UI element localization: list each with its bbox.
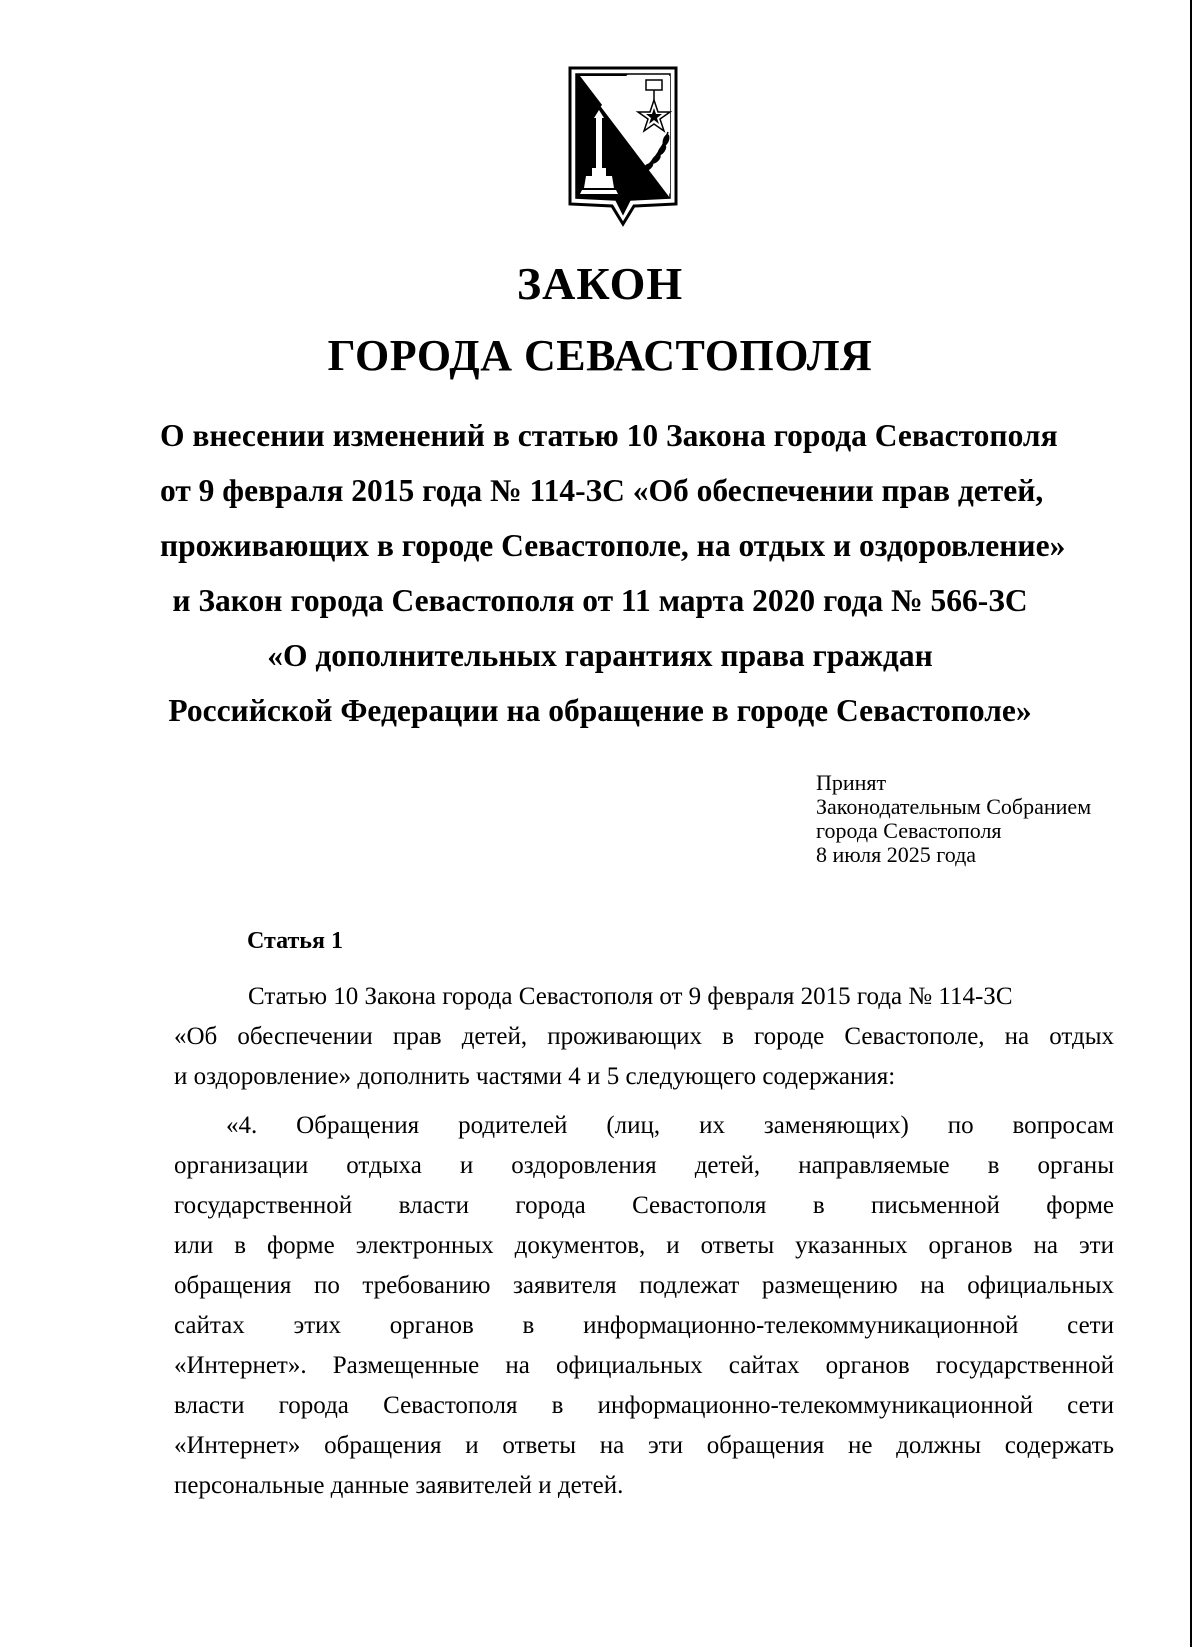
subject-line: Российской Федерации на обращение в городе Севастополе» xyxy=(168,693,1032,728)
paragraph-line: «4. Обращения родителей (лиц, их заменяющих) по вопросам xyxy=(226,1112,1114,1139)
article-paragraph-2 xyxy=(174,1106,1114,1506)
paragraph-line: персональные данные заявителей и детей. xyxy=(174,1472,624,1499)
subject-line: от 9 февраля 2015 года № 114-ЗС «Об обеспечении прав детей, xyxy=(160,473,1044,508)
subject-line: проживающих в городе Севастополе, на отдых и оздоровление» xyxy=(160,528,1066,563)
adoption-line: города Севастополя xyxy=(816,818,1002,843)
paragraph-line: власти города Севастополя в информационно-телекоммуникационной сети xyxy=(174,1392,1114,1419)
page-edge-line xyxy=(1190,0,1192,1647)
subject-line: «О дополнительных гарантиях права граждан xyxy=(267,638,933,673)
adoption-line: Законодательным Собранием xyxy=(816,794,1092,819)
sevastopol-coat-of-arms-icon xyxy=(568,66,678,234)
paragraph-line: «Интернет». Размещенные на официальных сайтах органов государственной xyxy=(174,1352,1114,1379)
paragraph-line: «Об обеспечении прав детей, проживающих в городе Севастополе, на отдых xyxy=(174,1023,1114,1050)
paragraph-line: или в форме электронных документов, и ответы указанных органов на эти xyxy=(174,1232,1114,1259)
article-heading: Статья 1 xyxy=(247,928,343,954)
subject-line: и Закон города Севастополя от 11 марта 2020 года № 566-ЗС xyxy=(172,583,1028,618)
paragraph-line: Статью 10 Закона города Севастополя от 9 февраля 2015 года № 114-ЗС xyxy=(248,983,1013,1010)
adoption-date: 8 июля 2025 года xyxy=(816,842,977,867)
article-paragraph-1 xyxy=(174,977,1114,1097)
subject-line: О внесении изменений в статью 10 Закона города Севастополя xyxy=(160,418,1058,453)
law-subject-heading xyxy=(160,408,1066,738)
paragraph-line: «Интернет» обращения и ответы на эти обращения не должны содержать xyxy=(174,1432,1114,1459)
paragraph-line: и оздоровление» дополнить частями 4 и 5 следующего содержания: xyxy=(174,1063,896,1090)
paragraph-line: обращения по требованию заявителя подлежат размещению на официальных xyxy=(174,1272,1114,1299)
document-issuer: ГОРОДА СЕВАСТОПОЛЯ xyxy=(327,331,873,380)
paragraph-line: государственной власти города Севастополя в письменной форме xyxy=(174,1192,1114,1219)
paragraph-line: сайтах этих органов в информационно-телекоммуникационной сети xyxy=(174,1312,1114,1339)
adoption-note xyxy=(816,771,1091,867)
adoption-line: Принят xyxy=(816,770,887,795)
document-title: ЗАКОН xyxy=(516,258,684,309)
paragraph-line: организации отдыха и оздоровления детей, направляемые в органы xyxy=(174,1152,1114,1179)
